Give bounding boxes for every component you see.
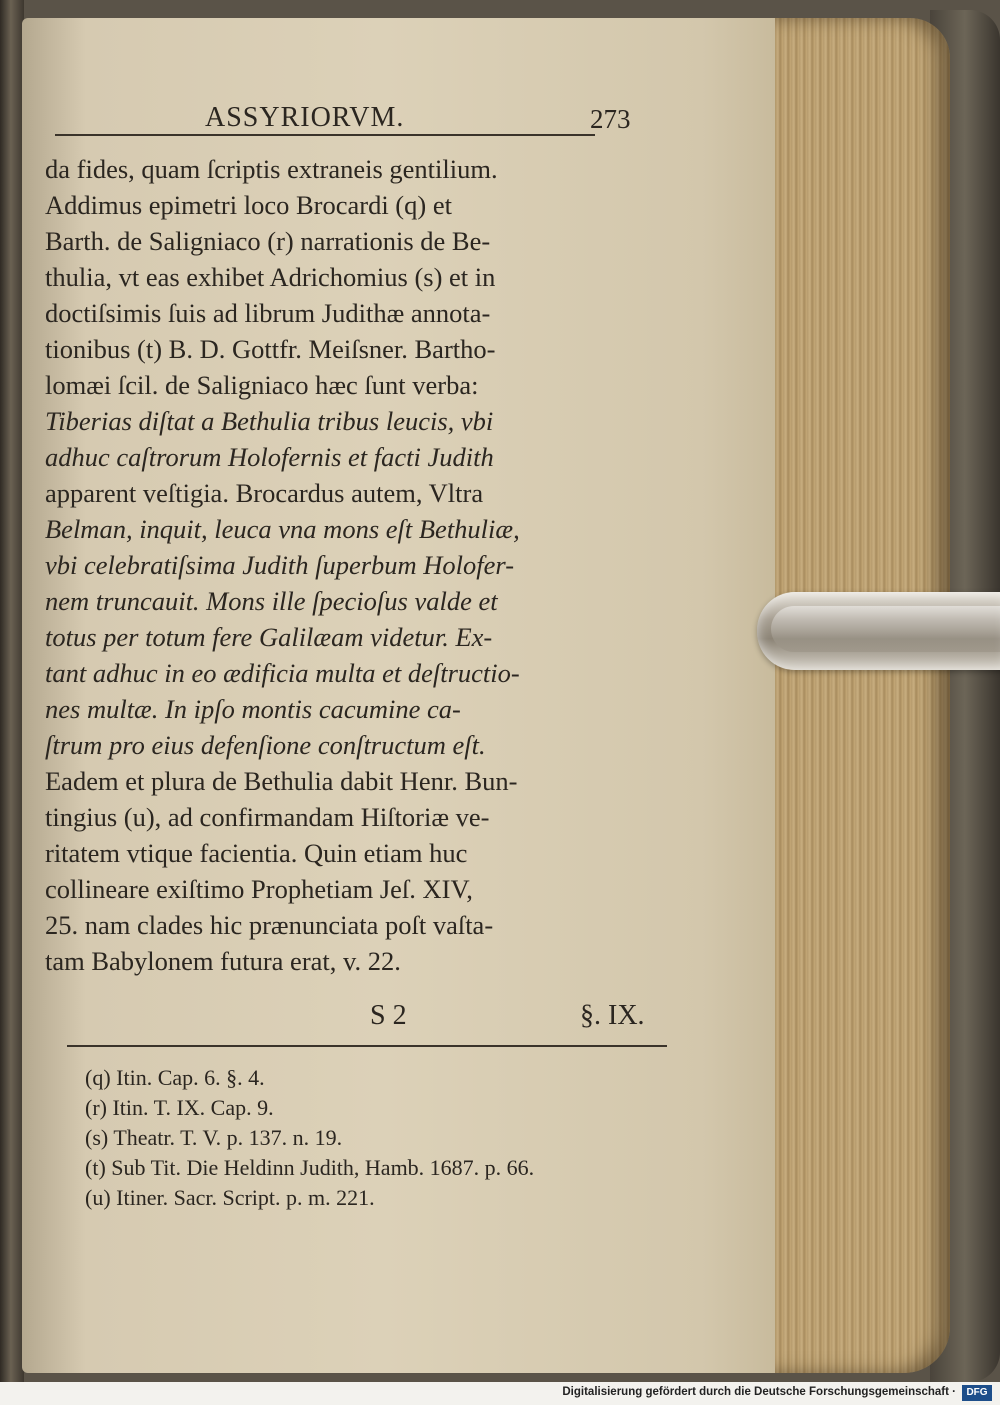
text-line: nem truncauit. Mons ille ſpecioſus valde et	[45, 586, 498, 616]
text-line: apparent veſtigia. Brocardus autem, Vltra	[45, 478, 484, 508]
catchword: §. IX.	[580, 1000, 645, 1031]
running-title: ASSYRIORVM.	[205, 102, 405, 133]
footnote: (s) Theatr. T. V. p. 137. n. 19.	[85, 1125, 343, 1150]
text-line: Tiberias diſtat a Bethulia tribus leucis, vbi	[45, 406, 494, 436]
text-line: doctiſsimis ſuis ad librum Judithæ annota-	[45, 298, 491, 328]
credit-text: Digitalisierung gefördert durch die Deutsche Forschungsgemeinschaft ·	[562, 1386, 956, 1398]
page-footer	[45, 1000, 670, 1034]
footnote: (q) Itin. Cap. 6. §. 4.	[85, 1065, 265, 1090]
text-line: da fides, quam ſcriptis extraneis gentilium.	[45, 154, 498, 184]
text-line: totus per totum fere Galilæam videtur. Ex-	[45, 622, 493, 652]
text-line: adhuc caſtrorum Holofernis et facti Judith	[45, 442, 494, 472]
dfg-logo: DFG	[962, 1385, 992, 1401]
text-line: collineare exiſtimo Prophetiam Jeſ. XIV,	[45, 874, 473, 904]
footnote: (t) Sub Tit. Die Heldinn Judith, Hamb. 1687. p. 66.	[85, 1155, 535, 1180]
footnote: (r) Itin. T. IX. Cap. 9.	[85, 1095, 274, 1120]
text-line: tam Babylonem futura erat, v. 22.	[45, 946, 401, 976]
text-line: ritatem vtique facientia. Quin etiam huc	[45, 838, 468, 868]
text-line: ſtrum pro eius defenſione conſtructum eſt.	[45, 730, 486, 760]
text-line: tant adhuc in eo ædificia multa et deſtructio-	[45, 658, 520, 688]
book-binding	[0, 0, 24, 1382]
text-line: Addimus epimetri loco Brocardi (q) et	[45, 190, 452, 220]
footnote: (u) Itiner. Sacr. Script. p. m. 221.	[85, 1185, 375, 1210]
text-line: Eadem et plura de Bethulia dabit Henr. Bun-	[45, 766, 518, 796]
text-line: tionibus (t) B. D. Gottfr. Meiſsner. Bartho-	[45, 334, 496, 364]
footnote-rule	[67, 1045, 667, 1047]
header-rule	[55, 134, 595, 136]
running-header	[45, 100, 670, 140]
text-line: vbi celebratiſsima Judith ſuperbum Holofer-	[45, 550, 515, 580]
text-line: tingius (u), ad confirmandam Hiſtoriæ ve-	[45, 802, 490, 832]
glass-highlight	[771, 606, 1000, 652]
text-line: thulia, vt eas exhibet Adrichomius (s) et in	[45, 262, 496, 292]
text-line: Belman, inquit, leuca vna mons eſt Bethuliæ,	[45, 514, 520, 544]
text-line: 25. nam clades hic prænunciata poſt vaſta-	[45, 910, 494, 940]
page-edges	[775, 18, 950, 1373]
text-line: lomæi ſcil. de Saligniaco hæc ſunt verba:	[45, 370, 479, 400]
text-line: nes multæ. In ipſo montis cacumine ca-	[45, 694, 461, 724]
credit-bar	[0, 1382, 1000, 1405]
page-number: 273	[590, 104, 631, 134]
glass-page-weight	[757, 592, 1000, 670]
signature-mark: S 2	[370, 1000, 407, 1031]
text-line: Barth. de Saligniaco (r) narrationis de Be-	[45, 226, 491, 256]
